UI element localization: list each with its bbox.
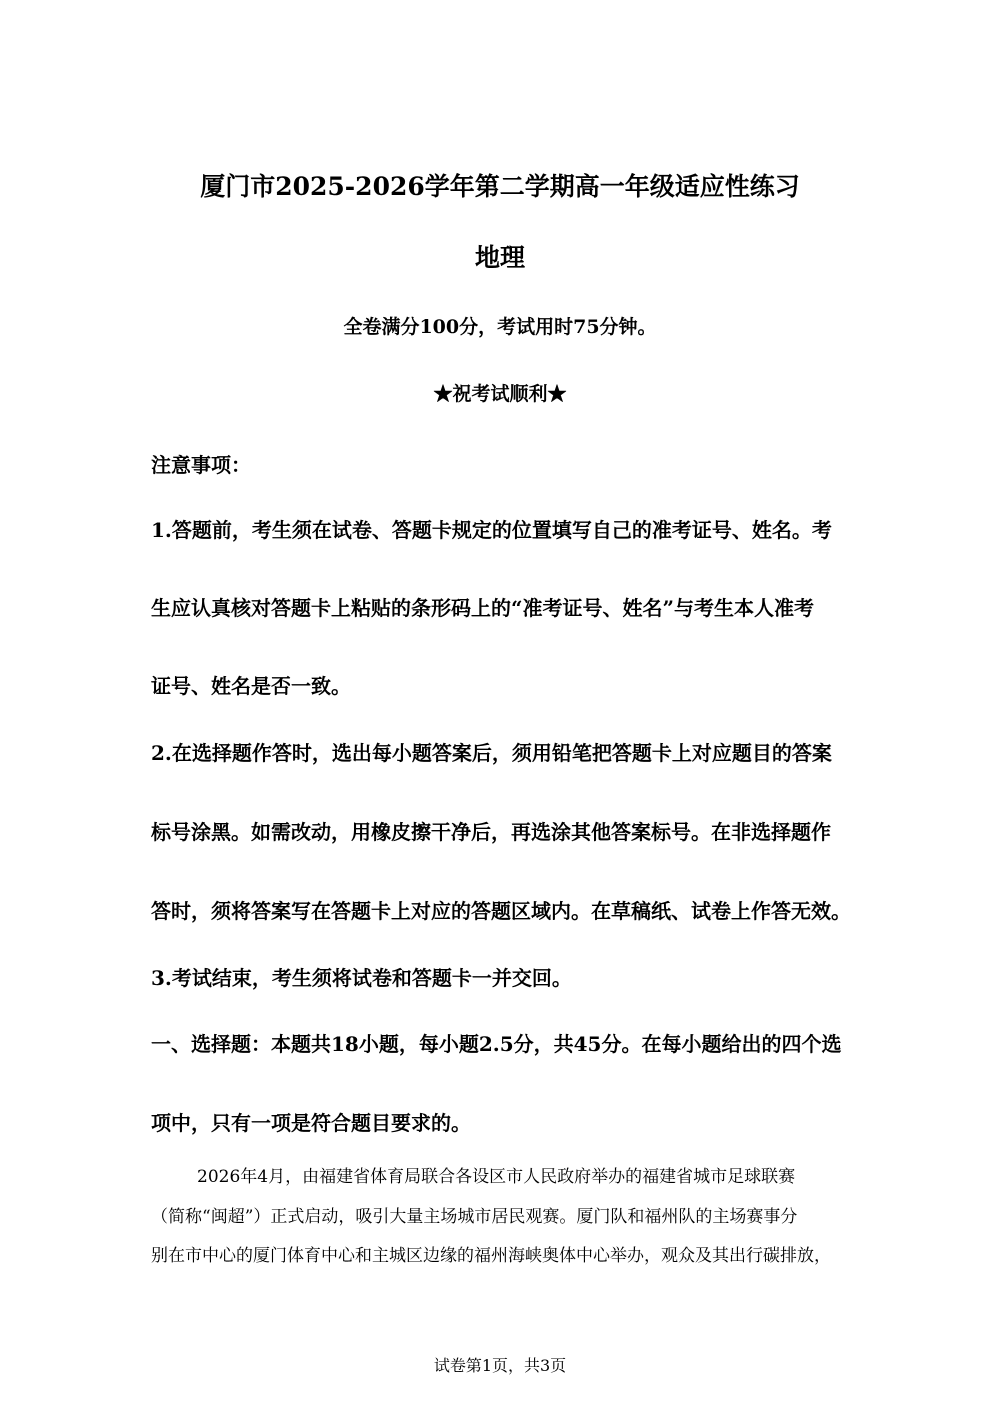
exam-wish: ★祝考试顺利★	[433, 383, 567, 405]
notice-item-2-line-2: 标号涂黑。如需改动，用橡皮擦干净后，再选涂其他答案标号。在非选择题作	[151, 820, 831, 844]
notice-item-1-line-1: 1.答题前，考生须在试卷、答题卡规定的位置填写自己的准考证号、姓名。考	[151, 518, 832, 542]
page-footer: 试卷第1页，共3页	[433, 1356, 567, 1375]
notice-item-2-line-1: 2.在选择题作答时，选出每小题答案后，须用铅笔把答题卡上对应题目的答案	[151, 741, 832, 765]
notice-heading: 注意事项：	[151, 453, 251, 477]
notice-item-1-line-2: 生应认真核对答题卡上粘贴的条形码上的“准考证号、姓名”与考生本人准考	[151, 596, 815, 620]
exam-subject: 地理	[474, 243, 525, 272]
exam-info: 全卷满分100分，考试用时75分钟。	[343, 316, 657, 338]
section-heading-line-1: 一、选择题：本题共18小题，每小题2.5分，共45分。在每小题给出的四个选	[151, 1032, 842, 1056]
exam-title: 厦门市2025-2026学年第二学期高一年级适应性练习	[200, 172, 800, 201]
passage-line-1: 2026年4月，由福建省体育局联合各设区市人民政府举办的福建省城市足球联赛	[197, 1167, 796, 1187]
section-heading-line-2: 项中，只有一项是符合题目要求的。	[151, 1111, 471, 1135]
passage-line-3: 别在市中心的厦门体育中心和主城区边缘的福州海峡奥体中心举办，观众及其出行碳排放，	[151, 1246, 831, 1266]
notice-item-1-line-3: 证号、姓名是否一致。	[151, 674, 351, 698]
notice-item-3-line-1: 3.考试结束，考生须将试卷和答题卡一并交回。	[151, 966, 572, 990]
passage-line-2: （简称“闽超”）正式启动，吸引大量主场城市居民观赛。厦门队和福州队的主场赛事分	[151, 1207, 798, 1227]
notice-item-2-line-3: 答时，须将答案写在答题卡上对应的答题区域内。在草稿纸、试卷上作答无效。	[151, 899, 851, 923]
